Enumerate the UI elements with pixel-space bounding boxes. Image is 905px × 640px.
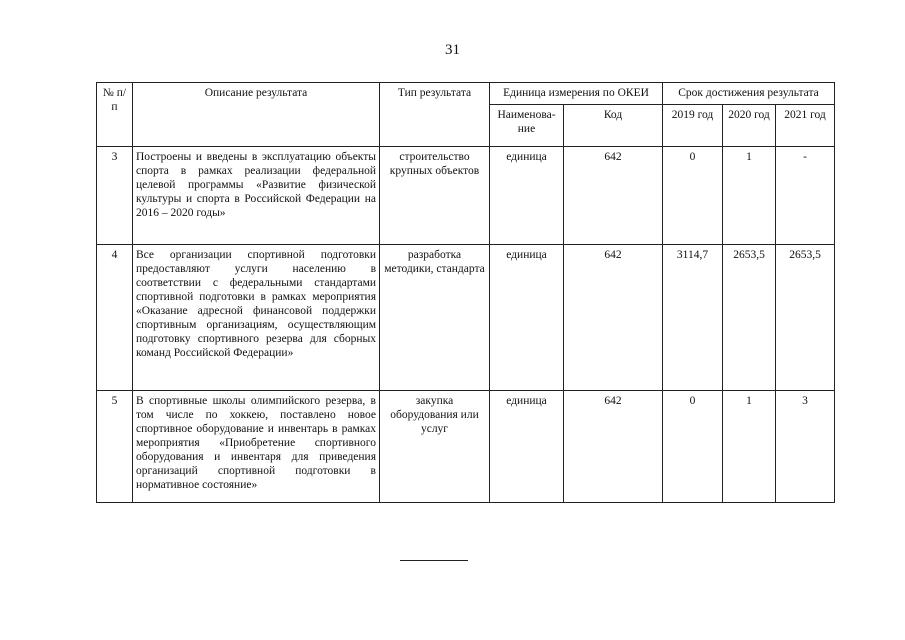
header-description: Описание результата <box>133 83 380 147</box>
row-type: разработка методики, стандарта <box>380 245 490 391</box>
header-unit-name: Наименова-ние <box>490 105 564 147</box>
header-unit-group: Единица измерения по ОКЕИ <box>490 83 663 105</box>
page-number: 31 <box>445 42 460 58</box>
row-value-2020: 1 <box>723 147 776 245</box>
header-year-2020: 2020 год <box>723 105 776 147</box>
row-unit: единица <box>490 391 564 503</box>
row-num: 4 <box>97 245 133 391</box>
row-num: 3 <box>97 147 133 245</box>
row-value-2020: 1 <box>723 391 776 503</box>
row-unit: единица <box>490 147 564 245</box>
results-table <box>96 82 835 503</box>
row-value-2019: 0 <box>663 391 723 503</box>
row-type: строительство крупных объектов <box>380 147 490 245</box>
row-type: закупка оборудования или услуг <box>380 391 490 503</box>
header-year-2019: 2019 год <box>663 105 723 147</box>
row-unit: единица <box>490 245 564 391</box>
header-unit-code: Код <box>564 105 663 147</box>
row-code: 642 <box>564 147 663 245</box>
header-deadline-group: Срок достижения результата <box>663 83 835 105</box>
row-value-2021: 3 <box>776 391 835 503</box>
row-code: 642 <box>564 245 663 391</box>
row-description: В спортивные школы олимпийского резерва, в том числе по хоккею, поставлено новое спортивное оборудование и инвентарь в рамках мероприятия «Приобретение спортивного оборудования и инвентаря для приведения организаций спортивной подготовки в нормативное состояние» <box>133 391 380 503</box>
header-year-2021: 2021 год <box>776 105 835 147</box>
header-num: № п/п <box>97 83 133 147</box>
table-row <box>97 147 835 245</box>
row-num: 5 <box>97 391 133 503</box>
footer-divider <box>400 560 468 561</box>
row-value-2019: 3114,7 <box>663 245 723 391</box>
header-type: Тип результата <box>380 83 490 147</box>
row-value-2021: 2653,5 <box>776 245 835 391</box>
row-description: Построены и введены в эксплуатацию объекты спорта в рамках реализации федеральной целевой программы «Развитие физической культуры и спорта в Российской Федерации на 2016 – 2020 годы» <box>133 147 380 245</box>
table-row <box>97 245 835 391</box>
row-code: 642 <box>564 391 663 503</box>
row-value-2020: 2653,5 <box>723 245 776 391</box>
row-value-2019: 0 <box>663 147 723 245</box>
table-row <box>97 391 835 503</box>
row-description: Все организации спортивной подготовки предоставляют услуги населению в соответствии с федеральными стандартами спортивной подготовки в рамках мероприятия «Оказание адресной финансовой поддержки спортивным организациям, осуществляющим подготовку спортивного резерва для сборных команд Российской Федерации» <box>133 245 380 391</box>
row-value-2021: - <box>776 147 835 245</box>
